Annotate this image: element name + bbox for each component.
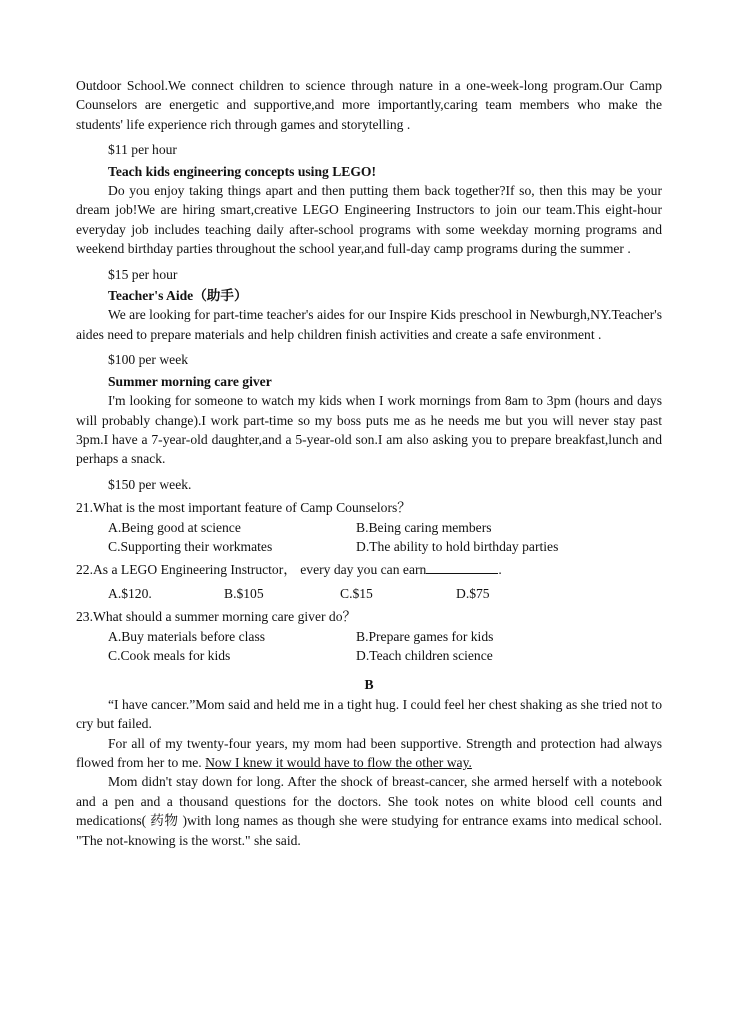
section-b-title: B (364, 677, 374, 693)
q21-option-d: D.The ability to hold birthday parties (356, 538, 559, 554)
q22-option-d: D.$75 (456, 585, 490, 601)
q22-option-b: B.$105 (224, 585, 264, 601)
question-23-options-row-1 (76, 627, 662, 646)
q23-option-c: C.Cook meals for kids (108, 647, 231, 663)
passage-b-paragraph-3: Mom didn't stay down for long. After the shock of breast-cancer, she armed herself with a notebook and a pen and a thousand questions for the doctors. She took notes on white blood cell counts and medications( 药物 )with long names as though she were studying for entrance exams into medical school. "The not-knowing is the worst." she said. (76, 774, 662, 848)
q21-option-c: C.Supporting their workmates (108, 538, 273, 554)
pay-rate-4: $150 per week. (108, 476, 192, 492)
q22-period: . (498, 562, 502, 578)
answer-blank (426, 561, 498, 574)
care-giver-heading: Summer morning care giver (108, 373, 272, 389)
pay-rate-1: $11 per hour (108, 142, 177, 158)
question-23-options-row-2 (76, 646, 662, 665)
q22-option-a: A.$120. (108, 585, 152, 601)
q22-option-c: C.$15 (340, 585, 373, 601)
pay-rate-2: $15 per hour (108, 266, 178, 282)
question-21: 21.What is the most important feature of Camp Counselors？ (76, 500, 411, 516)
underlined-sentence: Now I knew it would have to flow the other way. (205, 755, 472, 770)
q22-text: 22.As a LEGO Engineering Instructor， every day you can earn (76, 562, 427, 578)
q23-option-b: B.Prepare games for kids (356, 628, 494, 644)
lego-heading: Teach kids engineering concepts using LEGO! (108, 163, 377, 179)
question-21-options-row-1 (76, 518, 662, 537)
passage-b-paragraph-1: “I have cancer.”Mom said and held me in a tight hug. I could feel her chest shaking as she tried not to cry but failed. (76, 696, 662, 732)
document-page (76, 76, 662, 850)
question-21-options-row-2 (76, 537, 662, 556)
aide-paragraph: We are looking for part-time teacher's aides for our Inspire Kids preschool in Newburgh,NY.Teacher's aides need to prepare materials and help children finish activities and create a safe environment . (76, 307, 662, 342)
q23-option-d: D.Teach children science (356, 647, 493, 663)
question-22-options (76, 584, 662, 603)
aide-heading: Teacher's Aide（助手） (108, 288, 248, 304)
pay-rate-3: $100 per week (108, 352, 189, 368)
passage-b-paragraph-2 (76, 734, 662, 773)
question-23: 23.What should a summer morning care giver do？ (76, 609, 357, 625)
q21-option-b: B.Being caring members (356, 519, 492, 535)
question-22 (76, 560, 662, 579)
q21-option-a: A.Being good at science (108, 519, 241, 535)
outdoor-school-paragraph: Outdoor School.We connect children to science through nature in a one-week-long program.Our Camp Counselors are energetic and supportive,and more importantly,caring team members who make the students' life experience rich through games and storytelling . (76, 78, 662, 132)
paragraph-2-text: For all of my twenty-four years, my mom had been supportive. Strength and protection had always flowed from her to me. (76, 735, 662, 770)
q23-option-a: A.Buy materials before class (108, 628, 266, 644)
care-giver-paragraph: I'm looking for someone to watch my kids when I work mornings from 8am to 3pm (hours and days will probably change).I work part-time so my boss puts me as he needs me but you will never stay past 3pm.I have a 7-year-old daughter,and a 5-year-old son.I am also asking you to prepare breakfast,lunch and perhaps a snack. (76, 393, 662, 467)
lego-paragraph: Do you enjoy taking things apart and then putting them back together?If so, then this may be your dream job!We are hiring smart,creative LEGO Engineering Instructors to join our team.This eight-hour everyday job includes teaching daily after-school programs with some weekday morning programs and weekend birthday parties throughout the school year,and full-day camp programs during the summer . (76, 183, 662, 257)
